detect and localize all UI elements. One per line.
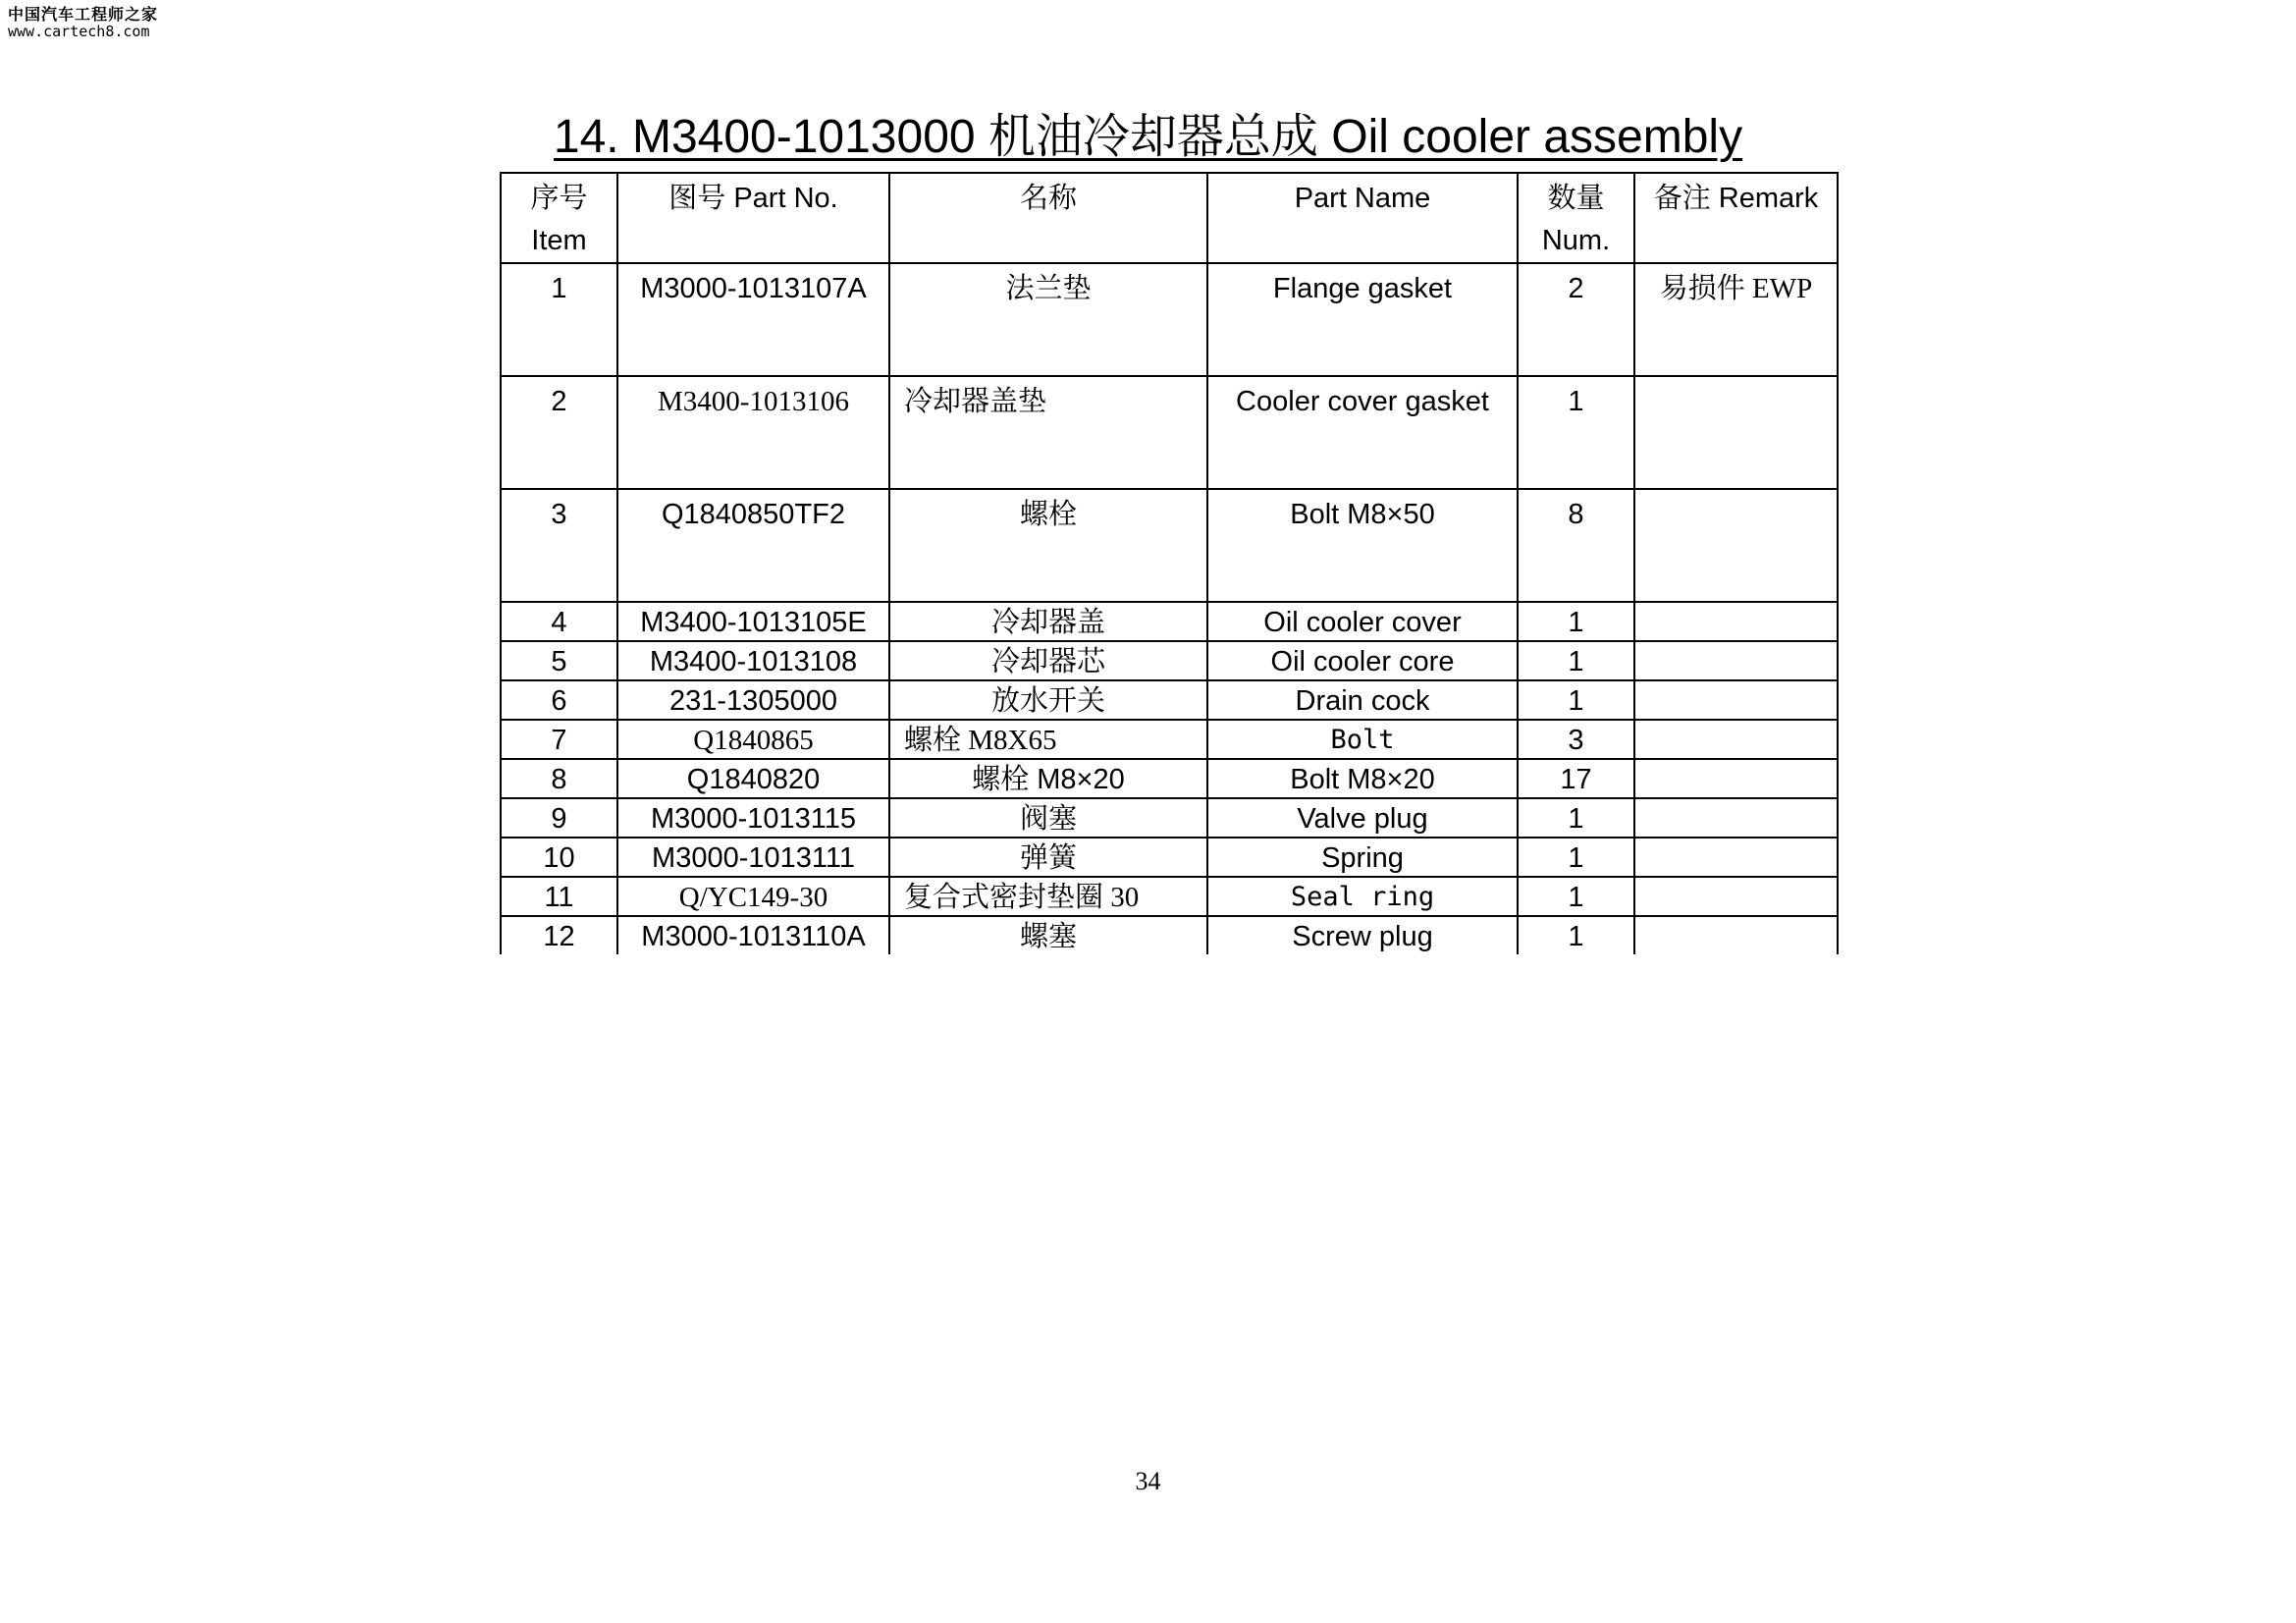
cell-part-name: Drain cock [1207,680,1518,720]
cell-num: 1 [1518,798,1634,838]
header-name-cn: 名称 [889,173,1207,263]
cell-part-name: Spring [1207,838,1518,877]
cell-num: 1 [1518,376,1634,489]
header-item-cn: 序号 [530,183,588,214]
header-num-cn: 数量 [1547,183,1605,214]
cell-part-no: M3400-1013108 [617,641,889,680]
header-item-en: Item [531,225,587,256]
cell-name-cn: 冷却器盖垫 [889,376,1207,489]
table-row [501,720,1838,759]
table-row [501,680,1838,720]
cell-part-name: Bolt [1207,720,1518,759]
cell-name-cn: 阀塞 [889,798,1207,838]
cell-item: 4 [501,602,617,641]
cell-remark [1634,798,1838,838]
cell-part-no: Q1840850TF2 [617,489,889,602]
header-remark: 备注 Remark [1634,173,1838,263]
table-row [501,489,1838,602]
cell-item: 2 [501,376,617,489]
cell-remark [1634,489,1838,602]
cell-name-cn: 螺栓 M8×20 [889,759,1207,798]
header-part-no: 图号 Part No. [617,173,889,263]
table-row [501,602,1838,641]
cell-num: 8 [1518,489,1634,602]
cell-part-no: 231-1305000 [617,680,889,720]
table-row [501,263,1838,376]
cell-remark [1634,641,1838,680]
cell-name-cn: 放水开关 [889,680,1207,720]
cell-item: 5 [501,641,617,680]
table-row [501,376,1838,489]
watermark-url: www.cartech8.com [8,23,150,41]
cell-name-cn: 螺塞 [889,916,1207,954]
cell-num: 1 [1518,838,1634,877]
cell-num: 3 [1518,720,1634,759]
cell-part-no: Q1840820 [617,759,889,798]
cell-part-no: Q/YC149-30 [617,877,889,916]
cell-part-no: M3400-1013106 [617,376,889,489]
header-num-en: Num. [1541,225,1611,256]
watermark-name: 中国汽车工程师之家 [8,5,159,24]
cell-item: 7 [501,720,617,759]
cell-name-cn: 冷却器盖 [889,602,1207,641]
cell-item: 11 [501,877,617,916]
cell-part-name: Valve plug [1207,798,1518,838]
cell-remark [1634,720,1838,759]
header-num [1518,173,1634,263]
cell-remark [1634,680,1838,720]
cell-part-no: M3400-1013105E [617,602,889,641]
cell-item: 9 [501,798,617,838]
watermark-logo [8,6,158,41]
cell-remark [1634,759,1838,798]
cell-part-no: M3000-1013107A [617,263,889,376]
table-row [501,916,1838,954]
header-part-name: Part Name [1207,173,1518,263]
cell-num: 1 [1518,916,1634,954]
cell-num: 1 [1518,602,1634,641]
cell-part-no: M3000-1013111 [617,838,889,877]
cell-item: 12 [501,916,617,954]
parts-table [500,172,1839,954]
cell-remark [1634,602,1838,641]
cell-num: 1 [1518,641,1634,680]
cell-name-cn: 法兰垫 [889,263,1207,376]
cell-part-name: Seal ring [1207,877,1518,916]
cell-part-no: Q1840865 [617,720,889,759]
cell-num: 1 [1518,877,1634,916]
cell-part-no: M3000-1013115 [617,798,889,838]
cell-item: 10 [501,838,617,877]
cell-name-cn: 复合式密封垫圈 30 [889,877,1207,916]
cell-num: 2 [1518,263,1634,376]
cell-part-name: Oil cooler core [1207,641,1518,680]
cell-item: 3 [501,489,617,602]
cell-remark [1634,877,1838,916]
cell-part-name: Bolt M8×20 [1207,759,1518,798]
cell-part-name: Oil cooler cover [1207,602,1518,641]
cell-item: 6 [501,680,617,720]
cell-num: 17 [1518,759,1634,798]
cell-name-cn: 冷却器芯 [889,641,1207,680]
cell-remark [1634,838,1838,877]
cell-part-name: Screw plug [1207,916,1518,954]
cell-num: 1 [1518,680,1634,720]
cell-remark: 易损件 EWP [1634,263,1838,376]
cell-part-name: Flange gasket [1207,263,1518,376]
cell-part-no: M3000-1013110A [617,916,889,954]
page-number: 34 [1135,1467,1161,1495]
cell-part-name: Bolt M8×50 [1207,489,1518,602]
table-row [501,759,1838,798]
table-row [501,877,1838,916]
cell-remark [1634,916,1838,954]
cell-name-cn: 螺栓 [889,489,1207,602]
table-header-row [501,173,1838,263]
document-title: 14. M3400-1013000 机油冷却器总成 Oil cooler assembly [553,111,1743,163]
cell-item: 1 [501,263,617,376]
cell-name-cn: 螺栓 M8X65 [889,720,1207,759]
cell-remark [1634,376,1838,489]
header-item [501,173,617,263]
table-row [501,798,1838,838]
table-row [501,838,1838,877]
cell-name-cn: 弹簧 [889,838,1207,877]
table-row [501,641,1838,680]
cell-part-name: Cooler cover gasket [1207,376,1518,489]
cell-item: 8 [501,759,617,798]
